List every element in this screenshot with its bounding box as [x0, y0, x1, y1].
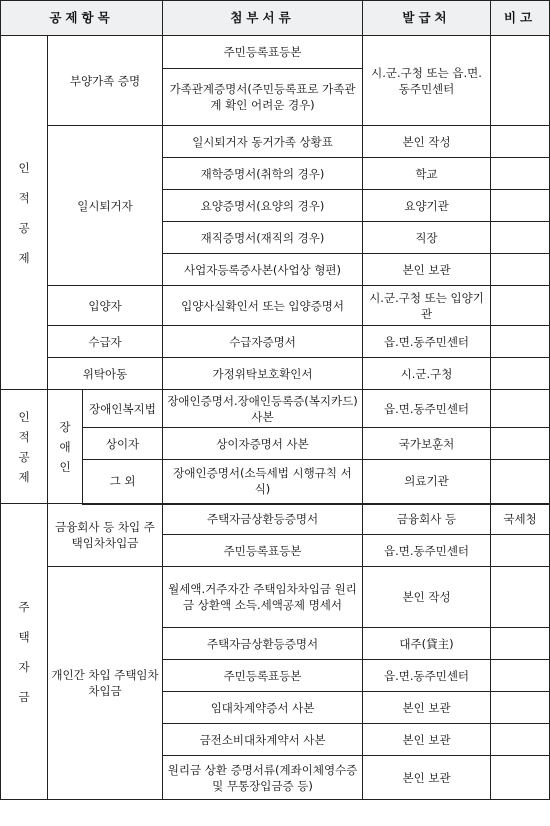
remarks-cell	[491, 460, 550, 504]
table-row	[1, 460, 550, 504]
item-disabled-welfare: 장애인복지법	[83, 390, 163, 428]
remarks-cell	[491, 190, 550, 222]
item-other: 그 외	[83, 460, 163, 504]
header-deduction-item: 공제항목	[1, 1, 163, 36]
remarks-cell	[491, 390, 550, 428]
doc-cell: 요양증명서(요양의 경우)	[163, 190, 363, 222]
section-disabled-deduction: 인적공제	[1, 390, 48, 504]
table-row	[1, 390, 550, 428]
remarks-cell: 국세청	[491, 504, 550, 535]
remarks-cell	[491, 158, 550, 190]
issuer-cell: 본인 작성	[363, 126, 491, 158]
issuer-cell: 본인 보관	[363, 254, 491, 286]
issuer-cell: 금융회사 등	[363, 504, 491, 535]
issuer-cell: 국가보훈처	[363, 428, 491, 460]
table-row	[1, 286, 550, 326]
doc-cell: 가정위탁보호확인서	[163, 358, 363, 390]
remarks-cell	[491, 692, 550, 724]
table-row	[1, 428, 550, 460]
doc-cell: 재직증명서(재직의 경우)	[163, 222, 363, 254]
remarks-cell	[491, 222, 550, 254]
remarks-cell	[491, 428, 550, 460]
remarks-cell	[491, 126, 550, 158]
doc-cell: 원리금 상환 증명서류(계좌이체영수증 및 무통장입금증 등)	[163, 756, 363, 800]
doc-cell: 주민등록표등본	[163, 36, 363, 69]
item-recipient: 수급자	[48, 326, 163, 358]
remarks-cell	[491, 326, 550, 358]
doc-cell: 일시퇴거자 동거가족 상황표	[163, 126, 363, 158]
doc-cell: 사업자등록증사본(사업상 형편)	[163, 254, 363, 286]
item-adoptee: 입양자	[48, 286, 163, 326]
doc-cell: 장애인증명서.장애인등록증(복지카드) 사본	[163, 390, 363, 428]
issuer-cell: 의료기관	[363, 460, 491, 504]
remarks-cell	[491, 567, 550, 628]
header-attachments: 첨부서류	[163, 1, 363, 36]
header-remarks: 비고	[491, 1, 550, 36]
issuer-cell: 본인 보관	[363, 756, 491, 800]
doc-cell: 주택자금상환등증명서	[163, 628, 363, 660]
remarks-cell	[491, 628, 550, 660]
table-row	[1, 126, 550, 158]
doc-cell: 주민등록표등본	[163, 535, 363, 567]
issuer-cell: 학교	[363, 158, 491, 190]
issuer-cell: 읍.면.동주민센터	[363, 535, 491, 567]
issuer-cell: 본인 보관	[363, 724, 491, 756]
remarks-cell	[491, 358, 550, 390]
section-housing-funds: 주택자금	[1, 504, 48, 800]
doc-cell: 월세액.거주자간 주택임차차입금 원리금 상환액 소득.세액공제 명세서	[163, 567, 363, 628]
table-row	[1, 36, 550, 69]
remarks-cell	[491, 724, 550, 756]
doc-cell: 가족관계증명서(주민등록표로 가족관계 확인 어려운 경우)	[163, 69, 363, 126]
issuer-cell: 읍.면.동주민센터	[363, 326, 491, 358]
item-financial-loan: 금융회사 등 차입 주택임차차입금	[48, 504, 163, 567]
header-issuer: 발급처	[363, 1, 491, 36]
doc-cell: 장애인증명서(소득세법 시행규칙 서식)	[163, 460, 363, 504]
item-wounded: 상이자	[83, 428, 163, 460]
doc-cell: 상이자증명서 사본	[163, 428, 363, 460]
issuer-cell: 본인 보관	[363, 692, 491, 724]
issuer-cell: 시.군.구청	[363, 358, 491, 390]
section-personal-deduction: 인적공제	[1, 36, 48, 390]
doc-cell: 입양사실확인서 또는 입양증명서	[163, 286, 363, 326]
item-dependent: 부양가족 증명	[48, 36, 163, 126]
header-row	[1, 1, 550, 36]
remarks-cell	[491, 535, 550, 567]
doc-cell: 주택자금상환등증명서	[163, 504, 363, 535]
issuer-cell: 읍.면.동주민센터	[363, 660, 491, 692]
doc-cell: 수급자증명서	[163, 326, 363, 358]
doc-cell: 재학증명서(취학의 경우)	[163, 158, 363, 190]
remarks-cell	[491, 254, 550, 286]
remarks-cell	[491, 660, 550, 692]
table-row	[1, 326, 550, 358]
issuer-cell: 요양기관	[363, 190, 491, 222]
table-row	[1, 358, 550, 390]
remarks-cell	[491, 286, 550, 326]
item-individual-loan: 개인간 차입 주택임차차입금	[48, 567, 163, 800]
remarks-cell	[491, 36, 550, 126]
issuer-cell: 읍.면.동주민센터	[363, 390, 491, 428]
doc-cell: 금전소비대차계약서 사본	[163, 724, 363, 756]
item-temp-departure: 일시퇴거자	[48, 126, 163, 286]
item-foster: 위탁아동	[48, 358, 163, 390]
issuer-cell: 시.군.구청 또는 읍.면.동주민센터	[363, 36, 491, 126]
doc-cell: 임대차계약증서 사본	[163, 692, 363, 724]
issuer-cell: 대주(貸主)	[363, 628, 491, 660]
issuer-cell: 시.군.구청 또는 입양기관	[363, 286, 491, 326]
table-row	[1, 567, 550, 628]
table-row	[1, 504, 550, 535]
issuer-cell: 본인 작성	[363, 567, 491, 628]
issuer-cell: 직장	[363, 222, 491, 254]
item-disabled: 장애인	[48, 390, 83, 504]
remarks-cell	[491, 756, 550, 800]
doc-cell: 주민등록표등본	[163, 660, 363, 692]
